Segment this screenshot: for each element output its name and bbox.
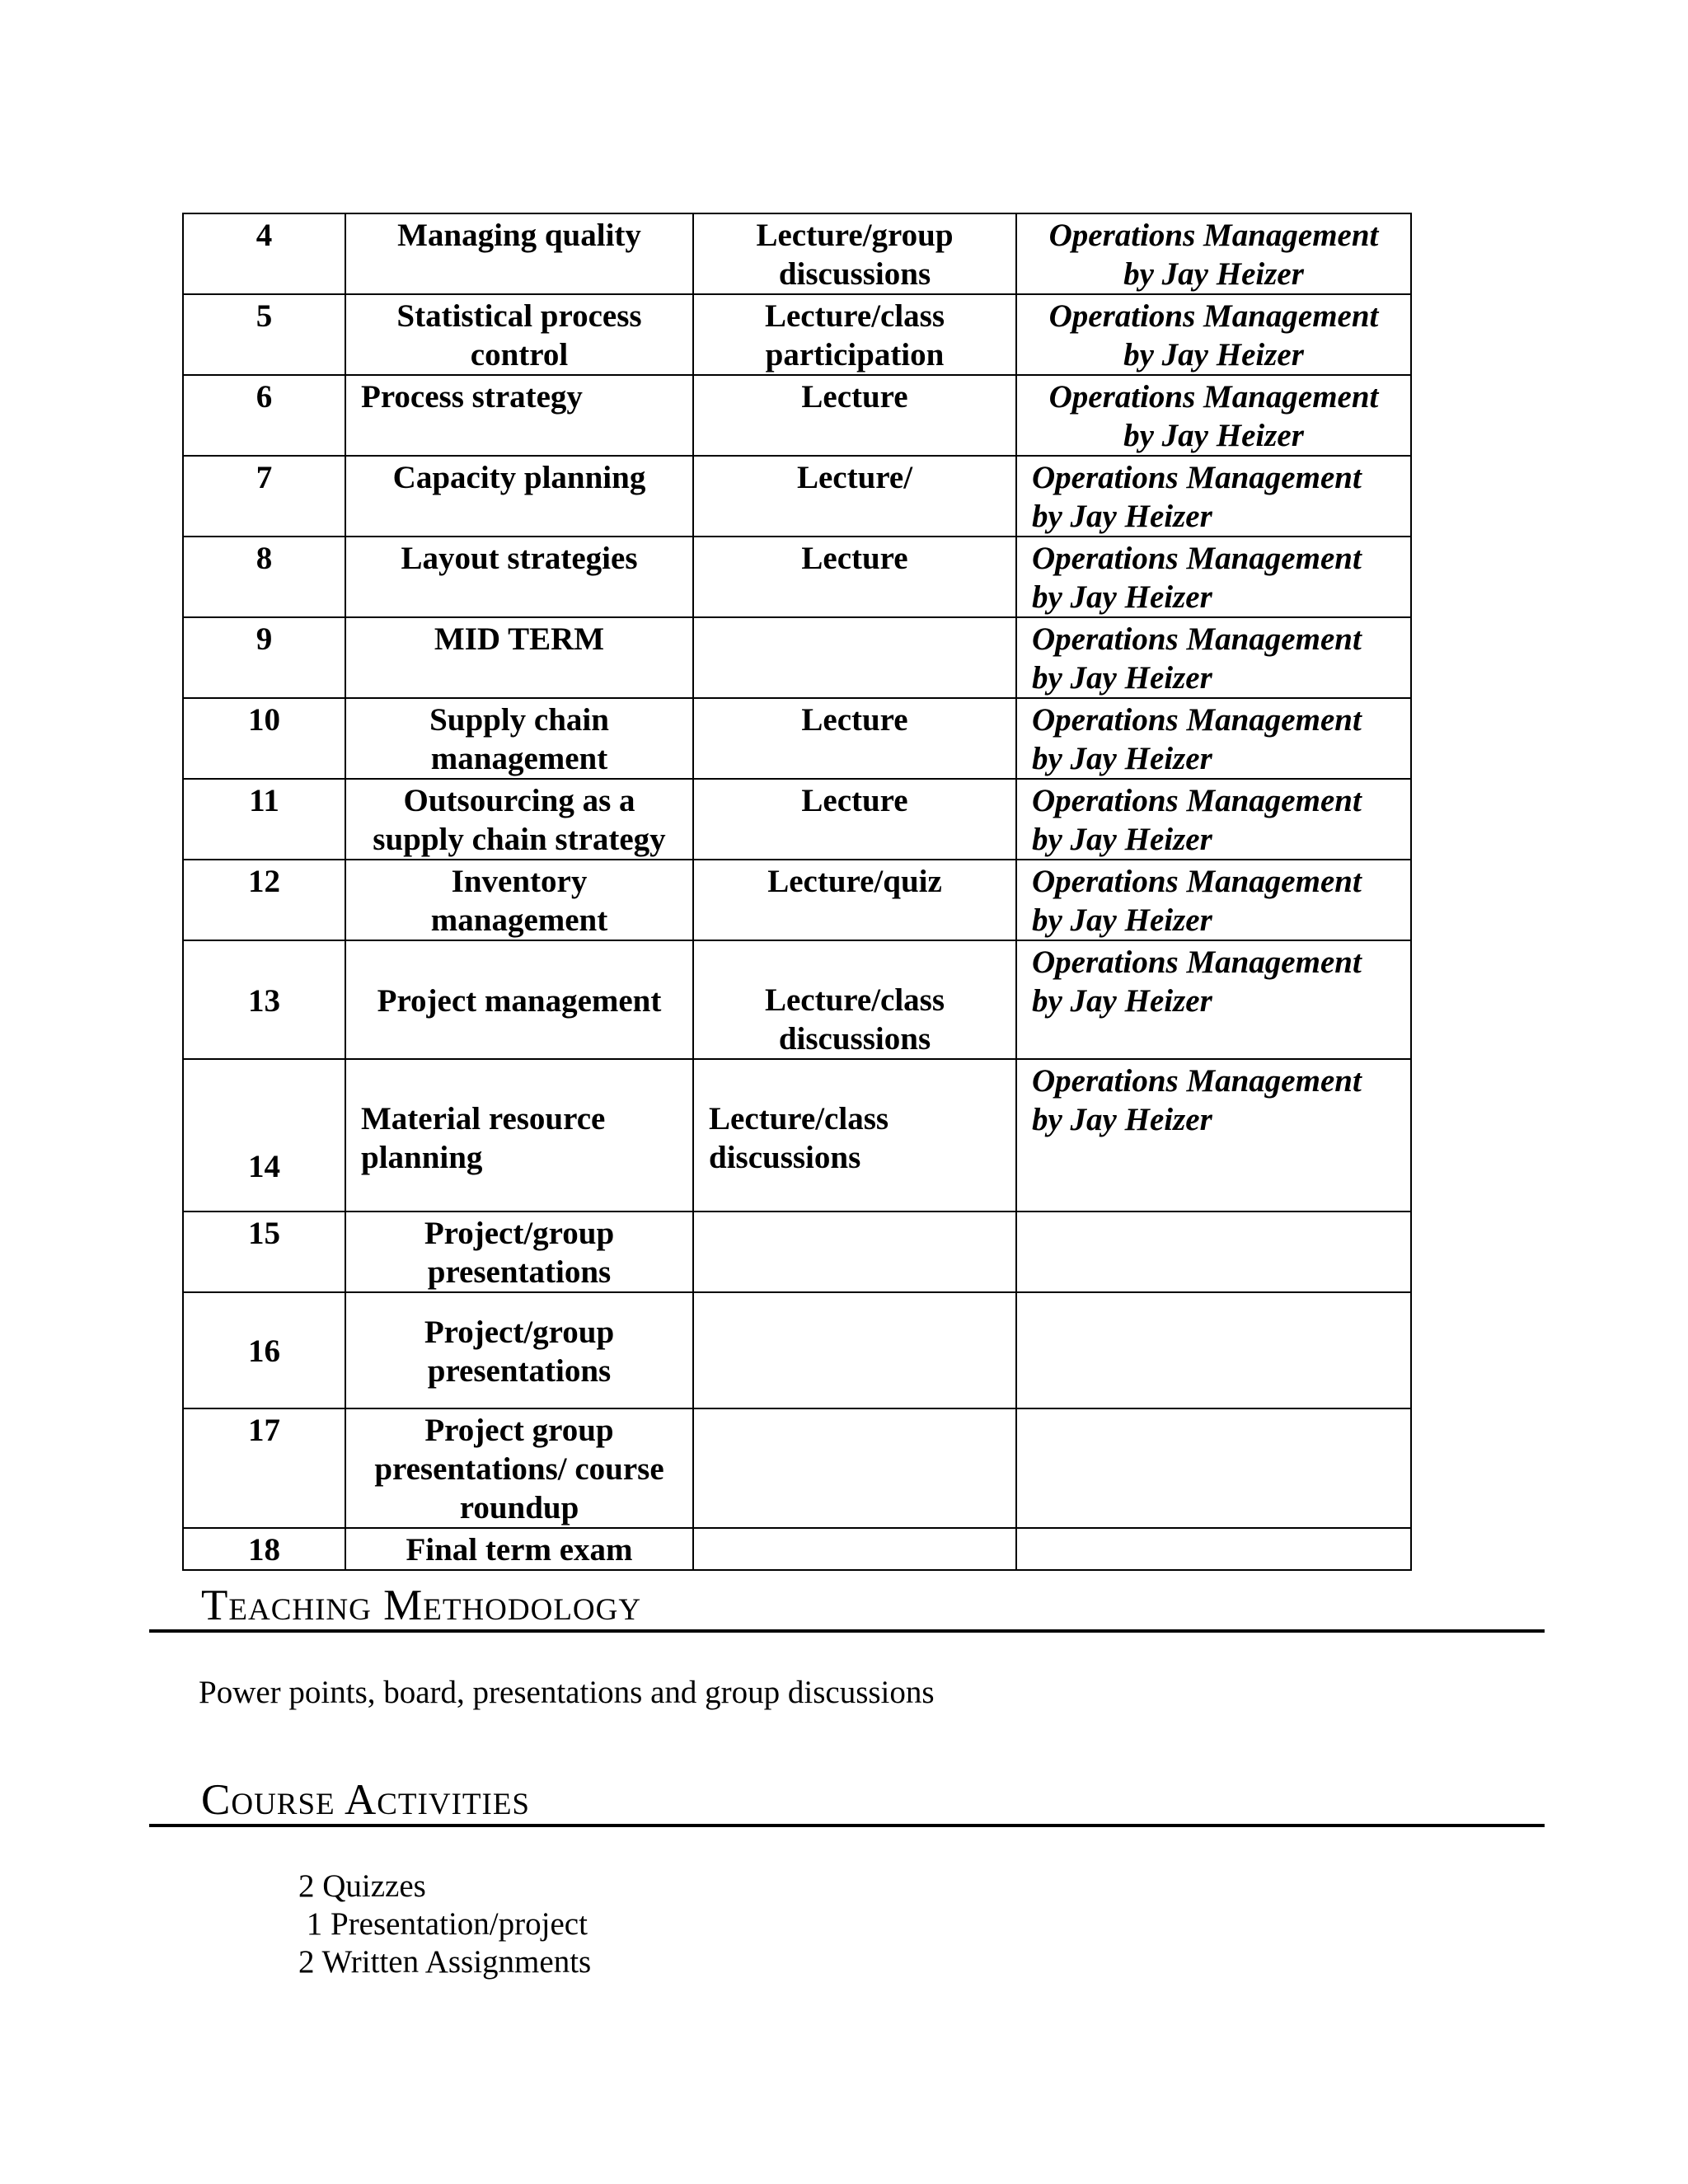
reference-cell: Operations Management by Jay Heizer [1016, 213, 1411, 294]
list-item: 2 Quizzes [298, 1868, 426, 1904]
week-cell: 13 [183, 940, 345, 1059]
reference-cell: Operations Management by Jay Heizer [1016, 940, 1411, 1059]
reference-cell: Operations Management by Jay Heizer [1016, 375, 1411, 456]
week-cell: 8 [183, 537, 345, 617]
topic-cell: Statistical process control [345, 294, 693, 375]
reference-cell: Operations Management by Jay Heizer [1016, 617, 1411, 698]
reference-cell: Operations Management by Jay Heizer [1016, 456, 1411, 537]
reference-cell: Operations Management by Jay Heizer [1016, 779, 1411, 860]
reference-cell [1016, 1408, 1411, 1528]
table-row [183, 1408, 1411, 1528]
topic-cell: Inventory management [345, 860, 693, 940]
method-cell: Lecture/ [693, 456, 1016, 537]
table-row [183, 294, 1411, 375]
table-row [183, 456, 1411, 537]
reference-cell [1016, 1212, 1411, 1292]
table-row [183, 375, 1411, 456]
reference-cell: Operations Management by Jay Heizer [1016, 537, 1411, 617]
teaching-methodology-text: Power points, board, presentations and group discussions [199, 1675, 935, 1710]
topic-cell: Process strategy [345, 375, 693, 456]
week-cell: 4 [183, 213, 345, 294]
method-cell [693, 1528, 1016, 1570]
method-cell: Lecture [693, 779, 1016, 860]
reference-cell [1016, 1528, 1411, 1570]
week-cell: 18 [183, 1528, 345, 1570]
reference-cell: Operations Management by Jay Heizer [1016, 294, 1411, 375]
teaching-methodology-divider [149, 1629, 1545, 1633]
topic-cell: Layout strategies [345, 537, 693, 617]
method-cell: Lecture/class participation [693, 294, 1016, 375]
table-row [183, 1528, 1411, 1570]
week-cell: 17 [183, 1408, 345, 1528]
method-cell: Lecture/group discussions [693, 213, 1016, 294]
course-activities-list [298, 1868, 591, 1981]
week-cell: 12 [183, 860, 345, 940]
list-item: 2 Written Assignments [298, 1944, 592, 1980]
teaching-methodology-heading: Teaching Methodology [201, 1582, 642, 1629]
topic-cell: Final term exam [345, 1528, 693, 1570]
table-row [183, 617, 1411, 698]
reference-cell [1016, 1292, 1411, 1408]
topic-cell: Supply chain management [345, 698, 693, 779]
method-cell: Lecture [693, 698, 1016, 779]
week-cell: 7 [183, 456, 345, 537]
week-cell: 16 [183, 1292, 345, 1408]
reference-cell: Operations Management by Jay Heizer [1016, 1059, 1411, 1212]
topic-cell: Outsourcing as a supply chain strategy [345, 779, 693, 860]
topic-cell: Material resource planning [345, 1059, 693, 1212]
method-cell: Lecture/quiz [693, 860, 1016, 940]
table-row [183, 1059, 1411, 1212]
method-cell [693, 1212, 1016, 1292]
topic-cell: Capacity planning [345, 456, 693, 537]
table-row [183, 940, 1411, 1059]
list-item: 1 Presentation/project [298, 1906, 588, 1942]
topic-cell: MID TERM [345, 617, 693, 698]
method-cell [693, 1408, 1016, 1528]
table-row [183, 698, 1411, 779]
topic-cell: Project/group presentations [345, 1292, 693, 1408]
week-cell: 9 [183, 617, 345, 698]
method-cell: Lecture/class discussions [693, 1059, 1016, 1212]
topic-cell: Project management [345, 940, 693, 1059]
table-row [183, 779, 1411, 860]
method-cell [693, 617, 1016, 698]
reference-cell: Operations Management by Jay Heizer [1016, 860, 1411, 940]
topic-cell: Managing quality [345, 213, 693, 294]
week-cell: 10 [183, 698, 345, 779]
course-activities-heading: Course Activities [201, 1776, 530, 1824]
week-cell: 5 [183, 294, 345, 375]
topic-cell: Project group presentations/ course roundup [345, 1408, 693, 1528]
reference-cell: Operations Management by Jay Heizer [1016, 698, 1411, 779]
course-activities-divider [149, 1824, 1545, 1827]
week-cell: 6 [183, 375, 345, 456]
method-cell: Lecture [693, 537, 1016, 617]
method-cell: Lecture/class discussions [693, 940, 1016, 1059]
course-schedule-table [182, 213, 1412, 1571]
method-cell: Lecture [693, 375, 1016, 456]
week-cell: 11 [183, 779, 345, 860]
week-cell: 15 [183, 1212, 345, 1292]
table-row [183, 1292, 1411, 1408]
table-row [183, 860, 1411, 940]
week-cell: 14 [183, 1059, 345, 1212]
table-row [183, 1212, 1411, 1292]
table-row [183, 213, 1411, 294]
method-cell [693, 1292, 1016, 1408]
table-row [183, 537, 1411, 617]
topic-cell: Project/group presentations [345, 1212, 693, 1292]
